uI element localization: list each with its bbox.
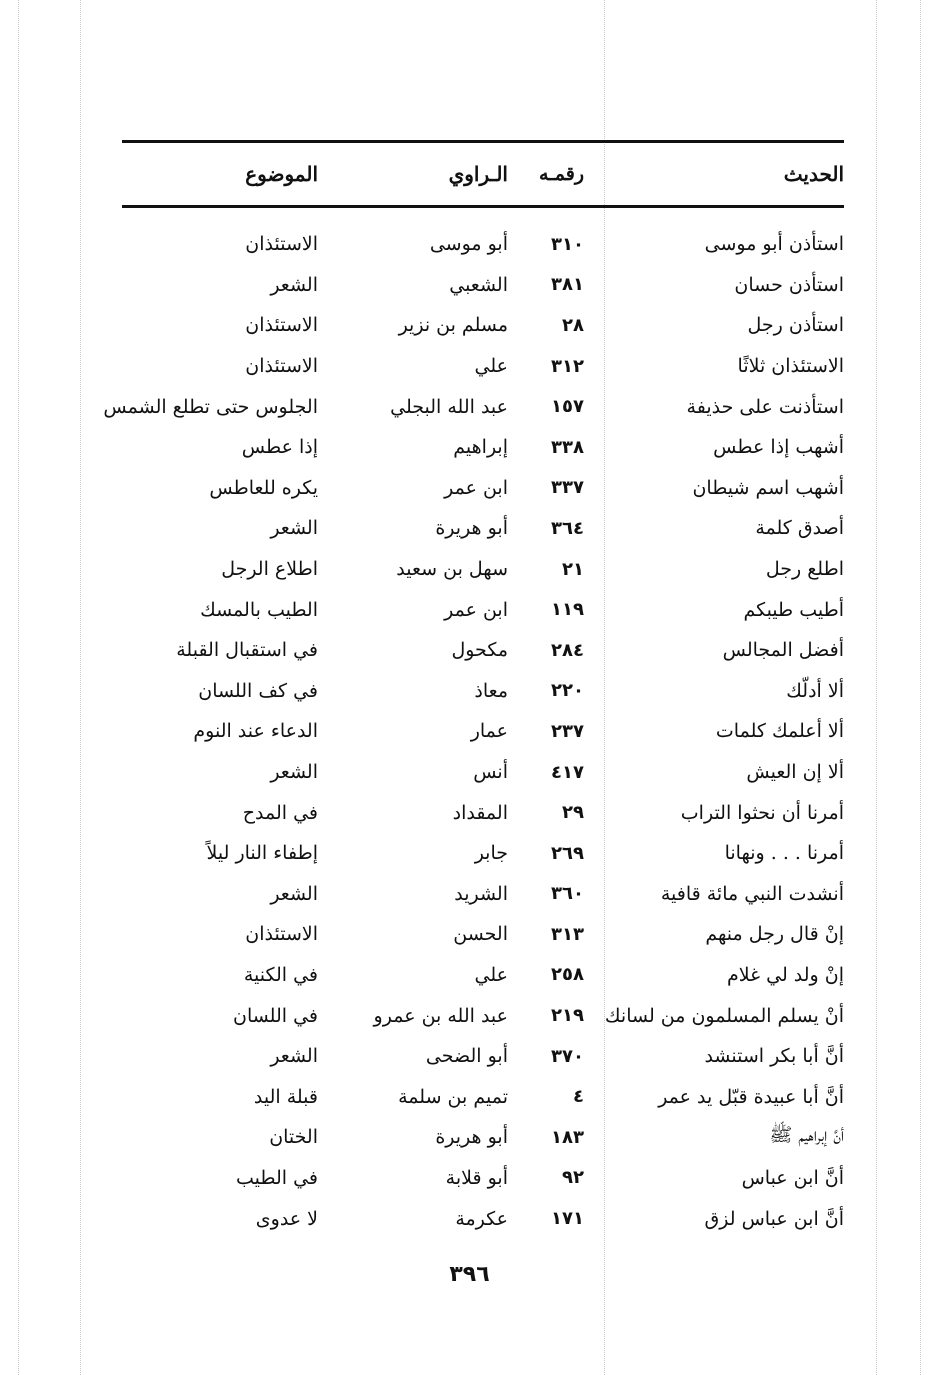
subject-cell: في كف اللسان — [198, 679, 318, 702]
hadith-cell: أنَّ أبا بكر استنشد — [704, 1045, 844, 1068]
subject-cell: الشعر — [270, 517, 318, 540]
hadith-cell: أنَّ ابن عباس لزق — [704, 1207, 844, 1230]
hadith-cell: أمرنا أن نحثوا التراب — [680, 801, 844, 824]
narrator-cell: عبد الله البجلي — [390, 395, 508, 418]
narrator-cell: أبو الضحى — [425, 1045, 508, 1068]
hadith-cell: إنْ ولد لي غلام — [727, 963, 844, 986]
hadith-cell: استأذن رجل — [747, 314, 844, 337]
number-cell: ٣١٢ — [551, 355, 584, 377]
subject-cell: في الكنية — [243, 963, 318, 986]
number-cell: ١٨٣ — [551, 1126, 584, 1148]
table-row — [122, 265, 844, 306]
number-cell: ٢٢٠ — [551, 680, 584, 702]
table-row — [122, 955, 844, 996]
narrator-cell: أبو موسى — [429, 233, 508, 256]
header-number: رقمـه — [539, 163, 584, 185]
narrator-cell: معاذ — [474, 679, 508, 702]
table-row — [122, 1198, 844, 1239]
narrator-cell: إبراهيم — [453, 436, 508, 459]
scan-guide-line — [18, 0, 19, 1375]
table-row — [122, 305, 844, 346]
number-cell: ١٧١ — [551, 1208, 584, 1230]
narrator-cell: علي — [474, 355, 508, 378]
table-row — [122, 711, 844, 752]
subject-cell: الجلوس حتى تطلع الشمس — [103, 395, 318, 418]
number-cell: ٤ — [573, 1086, 584, 1108]
number-cell: ٢١٩ — [551, 1005, 584, 1027]
header-narrator: الـراوي — [448, 162, 508, 186]
table-header — [122, 145, 844, 203]
subject-cell: قبلة اليد — [253, 1085, 318, 1108]
number-cell: ٢٣٧ — [551, 720, 584, 742]
table-row — [122, 630, 844, 671]
narrator-cell: علي — [474, 963, 508, 986]
narrator-cell: أبو قلابة — [445, 1166, 508, 1189]
subject-cell: إذا عطس — [241, 436, 318, 459]
narrator-cell: مسلم بن نزير — [398, 314, 508, 337]
number-cell: ١٥٧ — [551, 396, 584, 418]
subject-cell: إطفاء النار ليلاً — [206, 842, 318, 865]
hadith-cell: أشهب إذا عطس — [713, 436, 844, 459]
number-cell: ٣٧٠ — [551, 1045, 584, 1067]
table-row — [122, 427, 844, 468]
narrator-cell: ابن عمر — [444, 476, 508, 499]
narrator-cell: ابن عمر — [444, 598, 508, 621]
subject-cell: الدعاء عند النوم — [193, 720, 318, 743]
table-body — [103, 224, 844, 1239]
table-row — [122, 589, 844, 630]
hadith-cell: استأذن أبو موسى — [704, 233, 844, 256]
table-row — [122, 1036, 844, 1077]
table-row — [122, 346, 844, 387]
number-cell: ٢٨ — [562, 314, 584, 336]
table-row — [122, 508, 844, 549]
hadith-cell: أنَّ إبراهيم ﷺ — [769, 1124, 844, 1147]
table-row — [122, 995, 844, 1036]
number-cell: ٣١٣ — [551, 923, 584, 945]
table-row — [122, 1158, 844, 1199]
subject-cell: الشعر — [270, 1045, 318, 1068]
narrator-cell: الحسن — [453, 923, 508, 946]
hadith-cell: أصدق كلمة — [755, 517, 844, 540]
subject-cell: الشعر — [270, 882, 318, 905]
scan-guide-line — [920, 0, 921, 1375]
narrator-cell: عكرمة — [455, 1207, 508, 1230]
number-cell: ٢١ — [562, 558, 584, 580]
narrator-cell: سهل بن سعيد — [396, 558, 508, 581]
table-row — [122, 671, 844, 712]
number-cell: ٢٦٩ — [551, 842, 584, 864]
narrator-cell: أبو هريرة — [435, 1126, 508, 1149]
subject-cell: في المدح — [242, 801, 318, 824]
subject-cell: الطيب بالمسك — [200, 598, 318, 621]
hadith-cell: استأذنت على حذيفة — [686, 395, 844, 418]
subject-cell: الاستئذان — [245, 314, 318, 337]
subject-cell: الختان — [269, 1126, 318, 1149]
hadith-cell: أنْ يسلم المسلمون من لسانك — [604, 1004, 844, 1027]
table-header-rule — [122, 205, 844, 208]
narrator-cell: تميم بن سلمة — [398, 1085, 508, 1108]
table-row — [122, 914, 844, 955]
scan-guide-line — [80, 0, 81, 1375]
number-cell: ٢٩ — [562, 802, 584, 824]
narrator-cell: أبو هريرة — [435, 517, 508, 540]
hadith-cell: أفضل المجالس — [722, 639, 844, 662]
hadith-cell: الاستئذان ثلاثًا — [737, 355, 844, 378]
subject-cell: اطلاع الرجل — [221, 558, 318, 581]
hadith-cell: ألا إن العيش — [746, 761, 844, 784]
index-table — [103, 140, 844, 1239]
hadith-cell: أنَّ ابن عباس — [741, 1166, 844, 1189]
table-row — [122, 792, 844, 833]
table-row — [122, 752, 844, 793]
narrator-cell: عمار — [470, 720, 508, 743]
narrator-cell: الشعبي — [449, 273, 508, 296]
subject-cell: الشعر — [270, 273, 318, 296]
table-row — [122, 224, 844, 265]
subject-cell: في الطيب — [235, 1166, 318, 1189]
hadith-cell: أنَّ أبا عبيدة قبّل يد عمر — [658, 1085, 844, 1108]
table-row — [122, 1076, 844, 1117]
table-row — [103, 386, 844, 427]
hadith-cell: ألا أدلّك — [786, 679, 844, 702]
number-cell: ٣٨١ — [551, 274, 584, 296]
narrator-cell: أنس — [473, 761, 508, 784]
table-top-rule — [122, 140, 844, 143]
hadith-cell: استأذن حسان — [734, 273, 844, 296]
hadith-cell: اطلع رجل — [765, 558, 844, 581]
header-hadith: الحديث — [783, 162, 844, 186]
header-subject: الموضوع — [245, 162, 318, 186]
table-row — [122, 1117, 844, 1158]
table-row — [122, 549, 844, 590]
subject-cell: الاستئذان — [245, 355, 318, 378]
table-row — [122, 833, 844, 874]
table-row — [122, 874, 844, 915]
number-cell: ٤١٧ — [551, 761, 584, 783]
subject-cell: في استقبال القبلة — [176, 639, 318, 662]
number-cell: ٣٦٠ — [551, 883, 584, 905]
number-cell: ٣١٠ — [551, 233, 584, 255]
subject-cell: لا عدوى — [255, 1207, 318, 1230]
hadith-cell: أمرنا . . . ونهانا — [724, 842, 844, 865]
hadith-cell: أنشدت النبي مائة قافية — [660, 882, 844, 905]
narrator-cell: المقداد — [452, 801, 508, 824]
subject-cell: في اللسان — [232, 1004, 318, 1027]
hadith-cell: أطيب طيبكم — [743, 598, 844, 621]
subject-cell: يكره للعاطس — [209, 476, 318, 499]
subject-cell: الاستئذان — [245, 233, 318, 256]
number-cell: ٩٢ — [562, 1167, 584, 1189]
subject-cell: الاستئذان — [245, 923, 318, 946]
number-cell: ٣٦٤ — [551, 517, 584, 539]
scan-guide-line — [876, 0, 877, 1375]
hadith-cell: أشهب اسم شيطان — [692, 476, 844, 499]
number-cell: ٢٥٨ — [551, 964, 584, 986]
number-cell: ٢٨٤ — [551, 639, 584, 661]
number-cell: ١١٩ — [551, 599, 584, 621]
narrator-cell: الشريد — [454, 882, 508, 905]
number-cell: ٣٣٨ — [551, 436, 584, 458]
table-row — [122, 468, 844, 509]
narrator-cell: مكحول — [451, 639, 508, 662]
page-number: ٣٩٦ — [449, 1262, 490, 1287]
narrator-cell: جابر — [474, 842, 508, 865]
hadith-cell: إنْ قال رجل منهم — [705, 923, 844, 946]
narrator-cell: عبد الله بن عمرو — [373, 1004, 508, 1027]
hadith-cell: ألا أعلمك كلمات — [715, 720, 844, 743]
subject-cell: الشعر — [270, 761, 318, 784]
number-cell: ٣٣٧ — [551, 477, 584, 499]
